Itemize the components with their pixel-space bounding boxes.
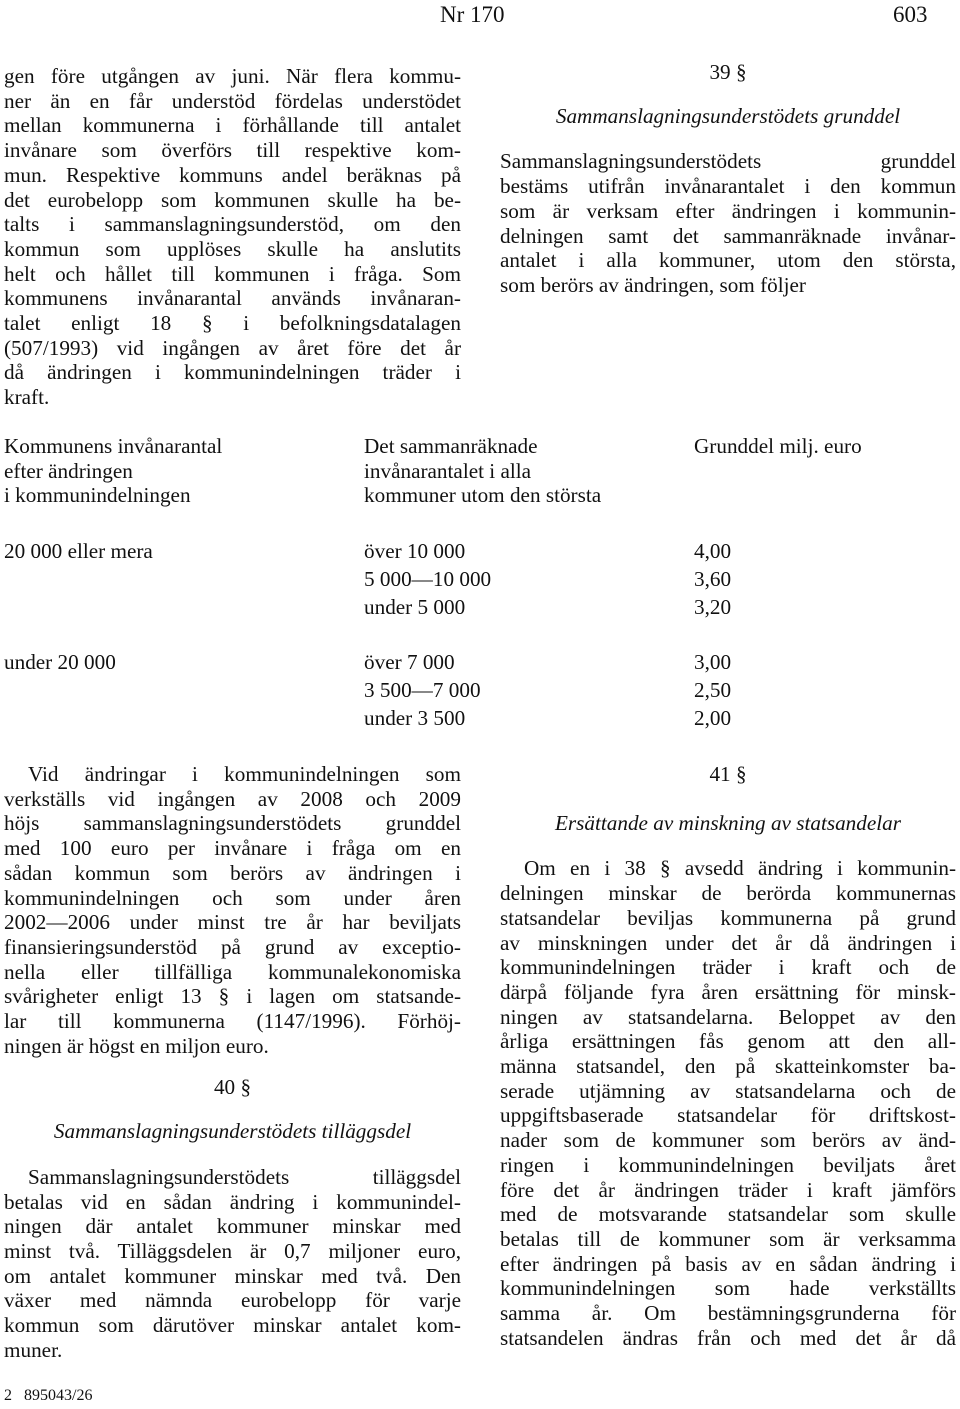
text-line: svårigheter enligt 13 § i lagen om statsande-: [4, 984, 461, 1009]
text-line: efter ändringen på basis av en sådan ändring i: [500, 1251, 956, 1276]
text-line: Om en i 38 § avsedd ändring i kommunin-: [524, 856, 956, 881]
text-line: invånare som överförs till respektive kom-: [4, 138, 461, 163]
text-line: 2002—2006 under minst tre år har beviljats: [4, 910, 461, 935]
text-line: höjs sammanslagningsunderstödets grunddel: [4, 811, 461, 836]
text-line: betalas vid en sådan ändring i kommunindel-: [4, 1189, 461, 1214]
text-line: talet enligt 18 § i befolkningsdatalagen: [4, 311, 461, 336]
table-cell-value: 3,60: [694, 567, 732, 591]
text-line: kommunindelningen som hade verkställts: [500, 1276, 956, 1301]
table-cell-population: under 5 000: [364, 595, 466, 619]
text-line: Vid ändringar i kommunindelningen som: [28, 762, 461, 786]
text-line: det eurobelopp som kommunen skulle ha be-: [4, 187, 461, 212]
print-code: 2 895043/26: [4, 1387, 93, 1404]
text-line: före det år ändringen träder i kraft jämförs: [500, 1177, 956, 1202]
table-cell-value: 4,00: [694, 539, 732, 563]
text-line: antalet i alla kommuner, utom den största,: [500, 248, 956, 273]
text-line: av minskningen under det år då ändringen i: [500, 930, 956, 955]
text-line: kommun som därutöver minskar antalet kom-: [4, 1313, 461, 1338]
text-line: kommunens invånarantal används invånaran-: [4, 286, 461, 311]
section-number: 40 §: [213, 1075, 252, 1100]
text-line: som berörs av ändringen, som följer: [500, 272, 806, 297]
text-line: sådan kommun som berörs av ändringen i: [4, 860, 461, 885]
table-header-combined-population: Det sammanräknade invånarantalet i alla kommuner utom den största: [364, 434, 602, 508]
table-row: [4, 539, 956, 566]
text-line: nader som de kommuner som berörs av änd-: [500, 1128, 956, 1153]
table-row: [4, 706, 956, 733]
table-header-population-after: Kommunens invånarantal efter ändringen i kommunindelningen: [4, 434, 223, 508]
table-cell-group: under 20 000: [4, 650, 116, 674]
table-row: [4, 595, 956, 622]
text-line: därpå följande fyra åren ersättning för minsk-: [500, 979, 956, 1004]
text-line: lar till kommunerna (1147/1996). Förhöj-: [4, 1009, 461, 1034]
text-line: verkställs vid ingången av 2008 och 2009: [4, 786, 461, 811]
section-41: [500, 762, 956, 1350]
text-line: finansieringsunderstöd på grund av exceptio-: [4, 934, 461, 959]
table-cell-population: 5 000—10 000: [364, 567, 492, 591]
text-line: statsandelen ändras från och med det år då: [500, 1325, 956, 1350]
section-40-body: [4, 1165, 461, 1363]
table-cell-group: 20 000 eller mera: [4, 539, 153, 563]
text-line: nella eller tillfälliga kommunalekonomiska: [4, 959, 461, 984]
section-39: [500, 60, 956, 298]
text-line: minst två. Tilläggsdelen är 0,7 miljoner euro,: [4, 1238, 461, 1263]
section-41-body: [500, 856, 956, 1350]
text-line: bestäms utifrån invånarantalet i den kommun: [500, 174, 956, 199]
text-line: kommun som upplöses skulle ha anslutits: [4, 236, 461, 261]
text-line: delningen minskar de berörda kommunernas: [500, 881, 956, 906]
left-column-bottom: [4, 762, 461, 1362]
issue-number: Nr 170: [440, 2, 505, 27]
table-cell-population: under 3 500: [364, 706, 466, 730]
table-row: [4, 567, 956, 594]
text-line: kommunindelningen träder i kraft och de: [500, 955, 956, 980]
text-line: Sammanslagningsunderstödets tilläggsdel: [28, 1164, 461, 1189]
text-line: uppgiftsbaserade statsandelar för driftskost-: [500, 1103, 956, 1128]
text-line: serade utjämning av statsandelarna och de: [500, 1078, 956, 1103]
text-line: delningen samt det sammanräknade invånar-: [500, 223, 956, 248]
text-line: helt och hållet till kommunen i fråga. Som: [4, 261, 461, 286]
text-line: männa statsandel, den på skatteinkomster ba-: [500, 1054, 956, 1079]
text-line: mun. Respektive kommuns andel beräknas på: [4, 162, 461, 187]
text-line: talts i sammanslagningsunderstöd, om den: [4, 212, 461, 237]
table-cell-value: 2,50: [694, 678, 732, 702]
text-line: muner.: [4, 1337, 63, 1362]
table-header-grunddel: Grunddel milj. euro: [694, 434, 862, 458]
text-line: då ändringen i kommunindelningen träder i: [4, 360, 461, 385]
text-line: ner än en får understöd fördelas understödet: [4, 88, 461, 113]
table-cell-population: över 10 000: [364, 539, 466, 563]
text-line: ningen där antalet kommuner minskar med: [4, 1214, 461, 1239]
text-line: ringen i kommunindelningen beviljats året: [500, 1152, 956, 1177]
text-line: kraft.: [4, 385, 50, 410]
section-number: 39 §: [709, 60, 747, 84]
text-line: samma år. Om bestämningsgrunderna för: [500, 1301, 956, 1326]
table-cell-value: 3,00: [694, 650, 732, 674]
text-line: betalas till de kommuner som är verksamma: [500, 1226, 956, 1251]
text-line: årliga ersättningen fås genom att den all-: [500, 1029, 956, 1054]
table-row: [4, 678, 956, 705]
table-cell-value: 2,00: [694, 706, 732, 730]
section-title: Ersättande av minskning av statsandelar: [554, 810, 902, 835]
paragraph-col1: [4, 64, 461, 410]
text-line: gen före utgången av juni. När flera kommu-: [4, 64, 461, 88]
text-line: (507/1993) vid ingången av året före det år: [4, 335, 461, 360]
text-line: om antalet kommuner minskar med två. Den: [4, 1263, 461, 1288]
text-line: ningen av statsandelarna. Beloppet av den: [500, 1004, 956, 1029]
section-title: Sammanslagningsunderstödets grunddel: [555, 103, 901, 128]
text-line: växer med nämnda eurobelopp för varje: [4, 1288, 461, 1313]
text-line: statsandelar beviljas kommunerna på grund: [500, 905, 956, 930]
table-cell-value: 3,20: [694, 595, 732, 619]
text-line: med 100 euro per invånare i fråga om en: [4, 836, 461, 861]
text-line: kommunindelningen och som under åren: [4, 885, 461, 910]
text-line: mellan kommunerna i förhållande till antalet: [4, 113, 461, 138]
table-row: [4, 650, 956, 677]
table-cell-population: över 7 000: [364, 650, 455, 674]
page-number: 603: [893, 2, 928, 27]
section-number: 41 §: [709, 762, 747, 786]
table-cell-population: 3 500—7 000: [364, 678, 481, 702]
section-title: Sammanslagningsunderstödets tilläggsdel: [53, 1119, 412, 1144]
text-line: som är verksam efter ändringen i kommunin-: [500, 198, 956, 223]
text-line: Sammanslagningsunderstödets grunddel: [500, 149, 956, 174]
text-line: ningen är högst en miljon euro.: [4, 1033, 269, 1058]
text-line: med de motsvarande statsandelar som skulle: [500, 1202, 956, 1227]
